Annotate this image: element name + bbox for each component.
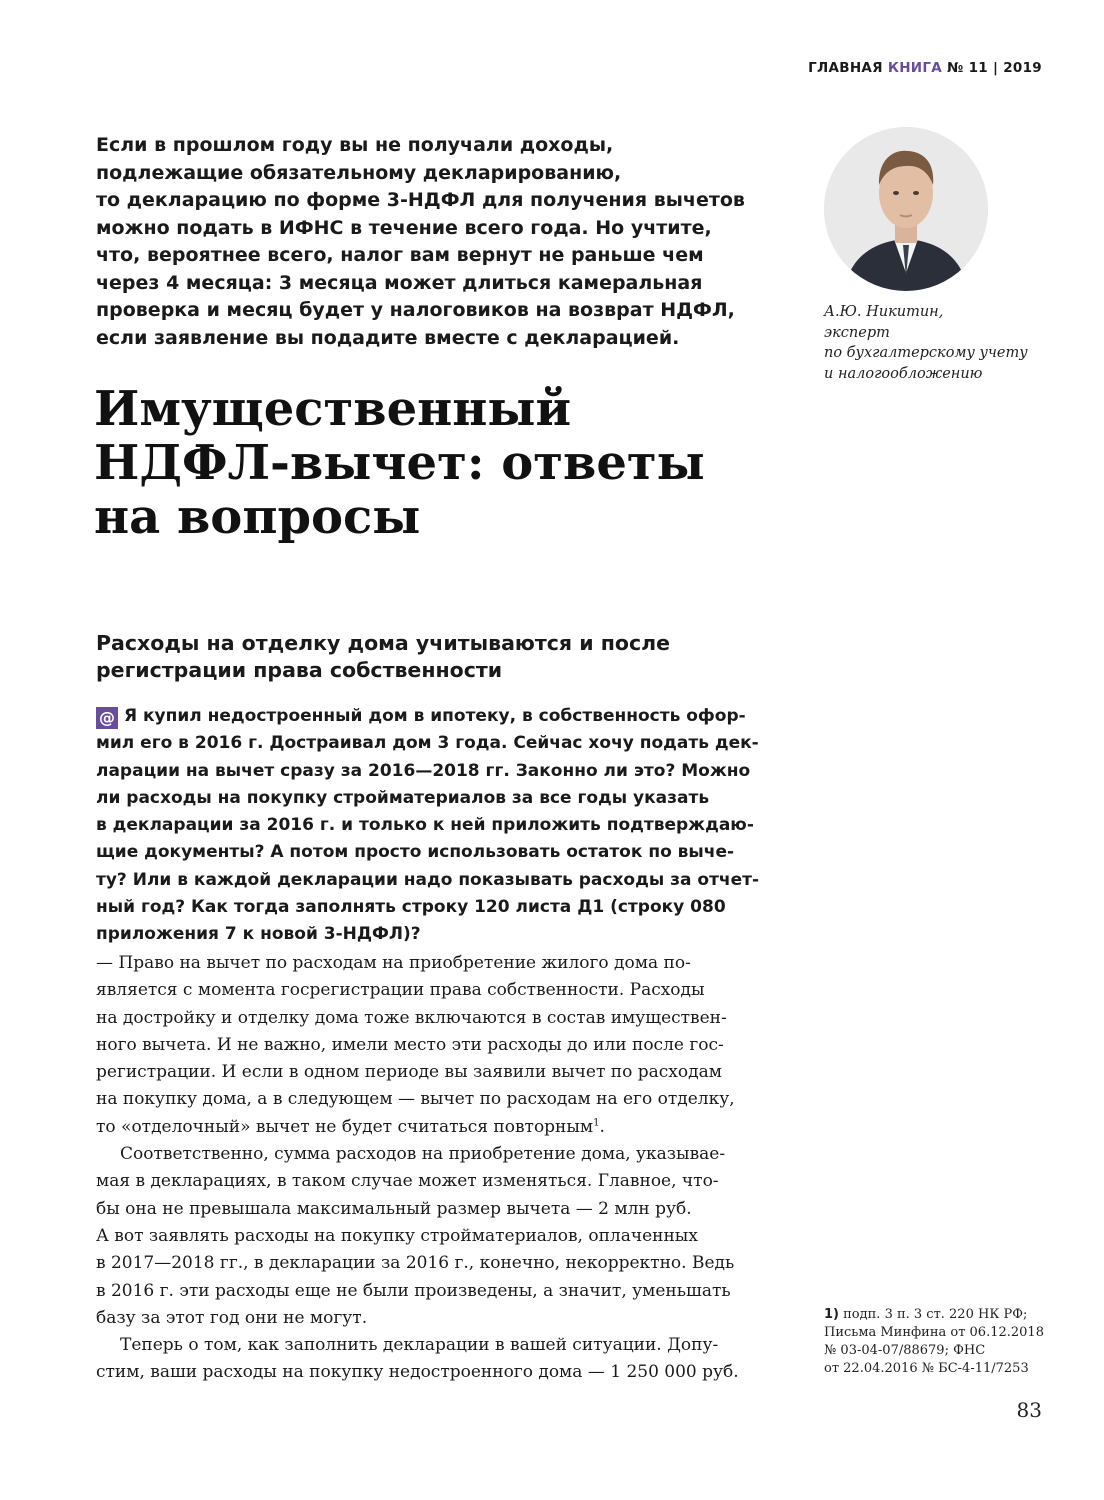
answer-text: . [599,1116,605,1137]
question-line: ларации на вычет сразу за 2016—2018 гг. Законно ли это? Можно [96,760,751,781]
lead-line: можно подать в ИФНС в течение всего года. Но учтите, [96,216,712,239]
question-line: мил его в 2016 г. Достраивал дом 3 года. Сейчас хочу подать дек- [96,733,759,754]
lead-line: через 4 месяца: 3 месяца может длиться камеральная [96,271,703,294]
magazine-header [808,60,1042,76]
answer-line: — Право на вычет по расходам на приобретение жилого дома по- [96,953,691,973]
answer-line: в 2016 г. эти расходы еще не были произведены, а значит, уменьшать [96,1280,731,1301]
author-role: по бухгалтерскому учету [824,345,1028,361]
title-line: НДФЛ-вычет: ответы [94,435,705,491]
answer-line [96,1114,772,1141]
question-text: Я купил недостроенный дом в ипотеку, в собственность офор- [124,706,746,726]
lead-line: то декларацию по форме 3-НДФЛ для получения вычетов [96,189,745,211]
title-line: на вопросы [94,489,421,545]
answer-line: базу за этот год они не могут. [96,1307,368,1328]
answer-line: ного вычета. И не важно, имели место эти расходы до или после гос- [96,1034,724,1055]
footnote-mark: 1) [824,1307,839,1322]
footnote-line [824,1306,1044,1324]
author-role: эксперт [824,324,890,341]
lead-line: Если в прошлом году вы не получали доходы, [96,134,614,156]
footnote-text: подп. 3 п. 3 ст. 220 НК РФ; [843,1307,1028,1322]
footnote [824,1306,1044,1378]
question-line: в декларации за 2016 г. и только к ней приложить подтверждаю- [96,815,754,836]
question-line: ный год? Как тогда заполнять строку 120 листа Д1 (строку 080 [96,897,726,918]
lead-line: что, вероятнее всего, налог вам вернут не раньше чем [96,244,704,266]
author-caption [824,302,1028,384]
header-brand-accent: КНИГА [887,60,943,76]
answer-line: Соответственно, сумма расходов на приобретение дома, указывае- [120,1144,726,1165]
answer-line: бы она не превышала максимальный размер вычета — 2 млн руб. [96,1198,692,1219]
footnote-line: Письма Минфина от 06.12.2018 [824,1325,1044,1340]
author-name: А.Ю. Никитин, [824,304,944,320]
lead-line: подлежащие обязательному декларированию, [96,161,622,184]
expert-answer [96,950,772,1387]
answer-line: в 2017—2018 гг., в декларации за 2016 г., конечно, некорректно. Ведь [96,1253,735,1274]
footnote-line: от 22.04.2016 № БС-4-11/7253 [824,1361,1029,1376]
author-role: и налогообложению [824,365,983,382]
article-title [94,382,705,544]
footnote-line: № 03-04-07/88679; ФНС [824,1343,986,1358]
footnote-reference[interactable]: 1 [593,1117,600,1129]
answer-line: мая в декларациях, в таком случае может изменяться. Главное, что- [96,1171,719,1192]
answer-line: регистрации. И если в одном периоде вы заявили вычет по расходам [96,1062,722,1083]
answer-line: Теперь о том, как заполнить декларации в вашей ситуации. Допу- [120,1335,719,1356]
section-subtitle [96,630,670,684]
subtitle-line: Расходы на отделку дома учитываются и после [96,631,671,655]
header-brand: ГЛАВНАЯ [808,60,883,76]
title-line: Имущественный [94,381,572,437]
question-line [96,703,772,730]
question-line: щие документы? А потом просто использовать остаток по выче- [96,842,735,863]
answer-line: стим, ваши расходы на покупку недостроенного дома — 1 250 000 руб. [96,1362,739,1383]
lead-line: проверка и месяц будет у налоговиков на возврат НДФЛ, [96,299,735,321]
answer-line: А вот заявлять расходы на покупку стройматериалов, оплаченных [96,1225,698,1246]
lead-paragraph [96,132,776,352]
answer-line: является с момента госрегистрации права собственности. Расходы [96,980,705,1001]
reader-question [96,703,772,949]
question-line: ту? Или в каждой декларации надо показывать расходы за отчет- [96,869,760,890]
header-issue: № 11 | 2019 [947,60,1042,76]
subtitle-line: регистрации права собственности [96,658,503,682]
author-photo [824,127,988,291]
answer-line: на достройку и отделку дома тоже включаются в состав имуществен- [96,1007,727,1028]
lead-line: если заявление вы подадите вместе с декларацией. [96,326,680,349]
author-portrait-icon [824,127,988,291]
question-line: ли расходы на покупку стройматериалов за все годы указать [96,787,710,808]
question-line: приложения 7 к новой 3-НДФЛ)? [96,924,421,945]
answer-line: на покупку дома, а в следующем — вычет по расходам на его отделку, [96,1089,735,1110]
answer-text: то «отделочный» вычет не будет считаться повторным [96,1116,594,1137]
page-number: 83 [1016,1398,1042,1422]
email-at-icon: @ [96,707,118,729]
